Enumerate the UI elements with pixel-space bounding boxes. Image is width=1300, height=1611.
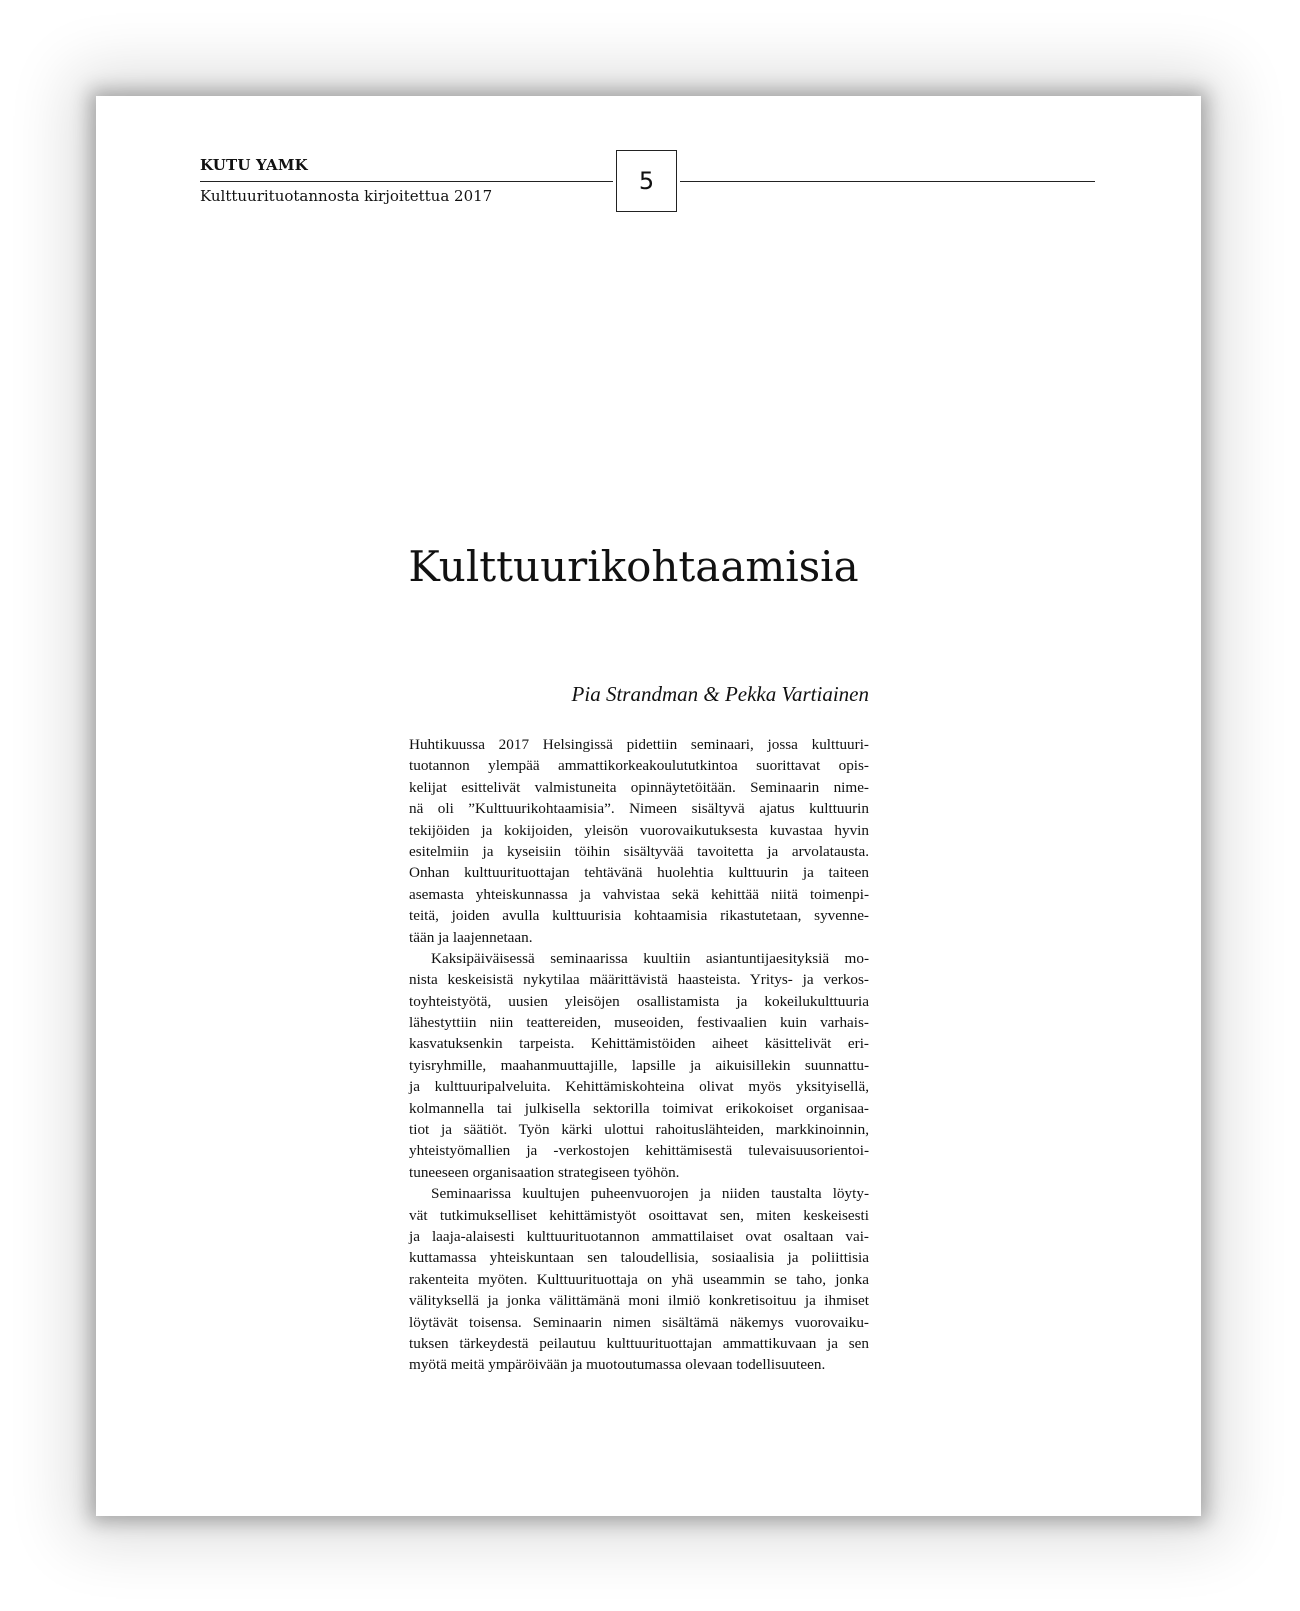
body-line: toyhteistyötä, uusien yleisöjen osallistamista ja kokeilukulttuuria: [409, 992, 869, 1010]
body-line: tään ja laajennetaan.: [409, 928, 533, 946]
body-line: tyisryhmille, maahanmuuttajille, lapsille ja aikuisillekin suunnattu-: [409, 1056, 869, 1074]
running-header-title: Kulttuurituotannosta kirjoitettua 2017: [200, 187, 493, 205]
body-line: myötä meitä ympäröivään ja muotoutumassa olevaan todellisuuteen.: [409, 1356, 826, 1374]
body-line: tuotannon ylempää ammattikorkeakoulututkintoa suorittavat opis-: [409, 757, 869, 775]
body-line: kasvatuksenkin tarpeista. Kehittämistöiden aiheet käsittelivät eri-: [409, 1035, 869, 1053]
body-line: Huhtikuussa 2017 Helsingissä pidettiin seminaari, jossa kulttuuri-: [409, 736, 869, 753]
body-line: Seminaarissa kuultujen puheenvuorojen ja niiden taustalta löyty-: [431, 1185, 869, 1203]
body-line: asemasta yhteiskunnassa ja vahvistaa sekä kehittää niitä toimenpi-: [409, 885, 869, 903]
body-line: ja laaja-alaisesti kulttuurituotannon ammattilaiset ovat osaltaan vai-: [409, 1227, 869, 1245]
body-line: ja kulttuuripalveluita. Kehittämiskohteina olivat myös yksityisellä,: [409, 1078, 869, 1096]
body-line: kuttamassa yhteiskuntaan sen taloudellisia, sosiaalisia ja poliittisia: [409, 1249, 869, 1267]
body-line: löytävät toisensa. Seminaarin nimen sisältämä näkemys vuorovaiku-: [409, 1313, 869, 1331]
body-line: yhteistyömallien ja -verkostojen kehittämisestä tulevaisuusorientoi-: [409, 1142, 869, 1160]
body-line: rakenteita myöten. Kulttuurituottaja on yhä useammin se taho, jonka: [409, 1270, 869, 1288]
page-number: 5: [616, 150, 677, 212]
header-rule-left: [200, 181, 613, 182]
body-line: nä oli ”Kulttuurikohtaamisia”. Nimeen sisältyvä ajatus kulttuurin: [409, 800, 869, 818]
body-line: tiot ja säätiöt. Työn kärki ulottui rahoituslähteiden, markkinoinnin,: [409, 1121, 869, 1139]
body-line: tuneeseen organisaation strategiseen työhön.: [409, 1163, 680, 1181]
body-line: nista keskeisistä nykytilaa määrittävistä haasteista. Yritys- ja verkos-: [409, 971, 869, 989]
article-authors: Pia Strandman & Pekka Vartiainen: [571, 682, 869, 706]
running-header-series: KUTU YAMK: [200, 156, 308, 174]
body-line: lähestyttiin niin teattereiden, museoiden, festivaalien kuin varhais-: [409, 1014, 869, 1032]
body-line: kelijat esittelivät valmistuneita opinnäytetöitään. Seminaarin nime-: [409, 778, 869, 796]
body-line: Onhan kulttuurituottajan tehtävänä huolehtia kulttuurin ja taiteen: [409, 864, 869, 882]
body-line: tekijöiden ja kokijoiden, yleisön vuorovaikutuksesta kuvastaa hyvin: [409, 821, 869, 839]
document-page: [96, 96, 1201, 1516]
body-line: tuksen tärkeydestä peilautuu kulttuurituottajan ammattikuvaan ja sen: [409, 1334, 869, 1352]
body-line: esitelmiin ja kyseisiin töihin sisältyvää tavoitetta ja arvolatausta.: [409, 842, 869, 860]
article-body: [409, 734, 869, 1376]
body-line: Kaksipäiväisessä seminaarissa kuultiin asiantuntijaesityksiä mo-: [431, 949, 869, 967]
body-line: välityksellä ja jonka välittämänä moni ilmiö konkretisoituu ja ihmiset: [409, 1292, 869, 1310]
body-line: kolmannella tai julkisella sektorilla toimivat erikokoiset organisaa-: [409, 1099, 869, 1117]
article-title: Kulttuurikohtaamisia: [408, 542, 859, 591]
header-rule-right: [680, 181, 1095, 182]
body-line: teitä, joiden avulla kulttuurisia kohtaamisia rikastutetaan, syvenne-: [409, 907, 869, 925]
body-line: vät tutkimukselliset kehittämistyöt osoittavat sen, miten keskeisesti: [409, 1206, 869, 1224]
